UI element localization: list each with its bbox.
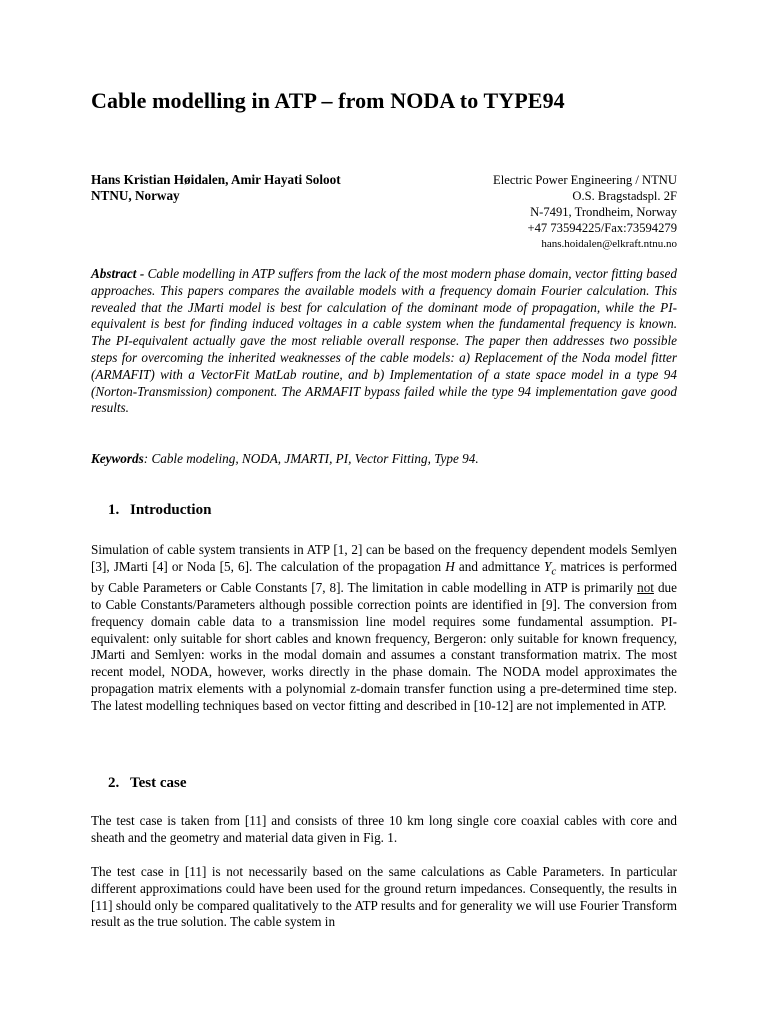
intro-text-part: due to Cable Constants/Parameters although possible correction points are identified in [9]. The conversion from frequency domain cable data to a transmission line model requires some fundamental assumption. PI-equivalent: only suitable for short cables and known frequency, Bergeron: only suitable for known frequency, JMarti and Semlyen: works in the modal domain and assumes a constant transformation matrix. The most recent model, NODA, however, works directly in the phase domain. The NODA model approximates the propagation matrix elements with a polynomial z-domain transfer function using a pre-determined time step. The latest modelling techniques based on vector fitting and described in [10-12] are not implemented in ATP.	[91, 580, 677, 713]
introduction-paragraph	[91, 542, 677, 715]
affiliation-street: O.S. Bragstadspl. 2F	[572, 189, 677, 203]
underlined-not: not	[637, 580, 654, 596]
section-title: Test case	[130, 775, 187, 791]
keywords-text: : Cable modeling, NODA, JMARTI, PI, Vector Fitting, Type 94.	[143, 451, 479, 466]
affiliation-phone: +47 73594225/Fax:73594279	[527, 221, 677, 235]
intro-text-part: and admittance	[454, 558, 545, 574]
section-heading-introduction	[108, 502, 211, 519]
author-institution: NTNU, Norway	[91, 188, 180, 203]
affiliation-block	[493, 172, 677, 252]
symbol-h: H	[445, 558, 455, 574]
author-block	[91, 172, 341, 204]
symbol-subscript-c: c	[551, 565, 557, 578]
abstract-paragraph	[91, 266, 677, 417]
section-number: 2.	[108, 775, 120, 791]
affiliation-city: N-7491, Trondheim, Norway	[530, 205, 677, 219]
affiliation-department: Electric Power Engineering / NTNU	[493, 173, 677, 187]
keywords-paragraph	[91, 451, 677, 468]
intro-text-part: Simulation of cable system transients in ATP [1, 2] can be based on the frequency dependent models Semlyen [3], JMarti [4] or Noda [5, 6]. The calculation of the propagation	[91, 542, 677, 574]
section-title: Introduction	[130, 502, 212, 518]
paper-page	[91, 0, 677, 1024]
intro-text-part: matrices is performed by Cable Parameters or Cable Constants [7, 8]. The limitation in cable modelling in ATP is primarily	[91, 558, 677, 596]
abstract-text: Cable modelling in ATP suffers from the lack of the most modern phase domain, vector fitting based approaches. This papers compares the available models with a frequency domain Fourier calculation. This revealed that the JMarti model is best for calculation of the dominant mode of propagation, while the PI-equivalent is best for finding induced voltages in a cable system when the fundamental frequency is known. The PI-equivalent actually gave the most reliable overall response. The paper then addresses two possible steps for overcoming the inherited weaknesses of the cable models: a) Replacement of the Noda model fitter (ARMAFIT) with a VectorFit MatLab routine, and b) Implementation of a state space model in a type 94 (Norton-Transmission) component. The ARMAFIT bypass failed while the type 94 implementation gave good results.	[91, 266, 677, 416]
section-number: 1.	[108, 502, 120, 518]
section-heading-test-case	[108, 775, 187, 792]
author-names: Hans Kristian Høidalen, Amir Hayati Soloot	[91, 172, 341, 187]
affiliation-email: hans.hoidalen@elkraft.ntnu.no	[541, 238, 677, 250]
test-case-paragraph-1: The test case is taken from [11] and consists of three 10 km long single core coaxial cables with core and sheath and the geometry and material data given in Fig. 1.	[91, 813, 677, 845]
paper-title: Cable modelling in ATP – from NODA to TYPE94	[91, 88, 565, 113]
symbol-y: Y	[544, 558, 552, 574]
keywords-label: Keywords	[91, 451, 144, 466]
abstract-label: Abstract -	[91, 266, 145, 281]
test-case-paragraph-2: The test case in [11] is not necessarily based on the same calculations as Cable Parameters. In particular different approximations could have been used for the ground return impedances. Consequently, the results in [11] should only be compared qualitatively to the ATP results and for generality we will use Fourier Transform result as the true solution. The cable system in	[91, 864, 677, 930]
